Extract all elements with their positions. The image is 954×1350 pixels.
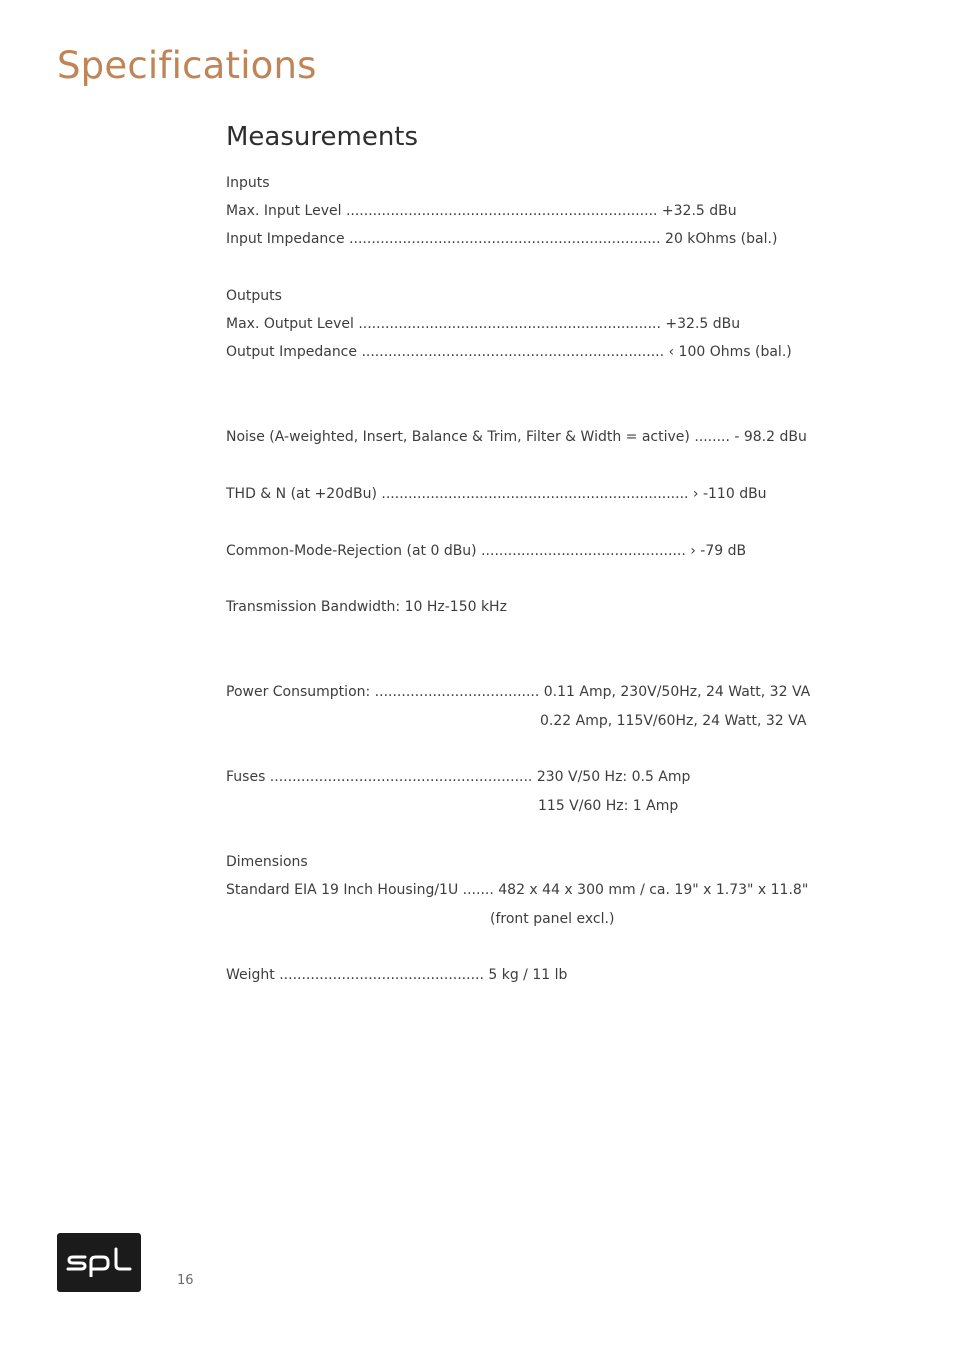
max-output-level: Max. Output Level .................................................................... +32.5 dBu: [226, 316, 741, 332]
dimensions-heading: Dimensions: [226, 854, 308, 870]
max-input-level: Max. Input Level ...................................................................... +32.5 dBu: [226, 203, 737, 219]
power-consumption-line-1: Power Consumption: ..................................... 0.11 Amp, 230V/50Hz, 24 Watt, 32 VA: [226, 684, 811, 700]
outputs-heading: Outputs: [226, 288, 282, 304]
thd-spec: THD & N (at +20dBu) ..................................................................... › -110 dBu: [226, 486, 767, 502]
dimensions-line-1: Standard EIA 19 Inch Housing/1U ....... 482 x 44 x 300 mm / ca. 19" x 1.73" x 11.8": [226, 882, 809, 898]
page-title: Specifications: [57, 44, 317, 87]
fuses-line-1: Fuses ........................................................... 230 V/50 Hz: 0.5 Amp: [226, 769, 691, 785]
weight-spec: Weight .............................................. 5 kg / 11 lb: [226, 967, 568, 983]
power-consumption-line-2: 0.22 Amp, 115V/60Hz, 24 Watt, 32 VA: [540, 713, 807, 729]
inputs-heading: Inputs: [226, 175, 270, 191]
noise-spec: Noise (A-weighted, Insert, Balance & Trim, Filter & Width = active) ........ - 98.2 dBu: [226, 429, 807, 445]
page-number: 16: [177, 1273, 194, 1288]
spl-logo: [57, 1233, 141, 1292]
section-title: Measurements: [226, 122, 419, 152]
fuses-line-2: 115 V/60 Hz: 1 Amp: [538, 798, 679, 814]
input-impedance: Input Impedance ...................................................................... 20 kOhms (bal.): [226, 231, 778, 247]
dimensions-line-2: (front panel excl.): [490, 911, 615, 927]
output-impedance: Output Impedance .................................................................... ‹ 100 Ohms (bal.): [226, 344, 792, 360]
cmr-spec: Common-Mode-Rejection (at 0 dBu) .............................................. › -79 dB: [226, 543, 747, 559]
spl-logo-mark: [65, 1247, 133, 1277]
bandwidth-spec: Transmission Bandwidth: 10 Hz-150 kHz: [226, 599, 507, 615]
